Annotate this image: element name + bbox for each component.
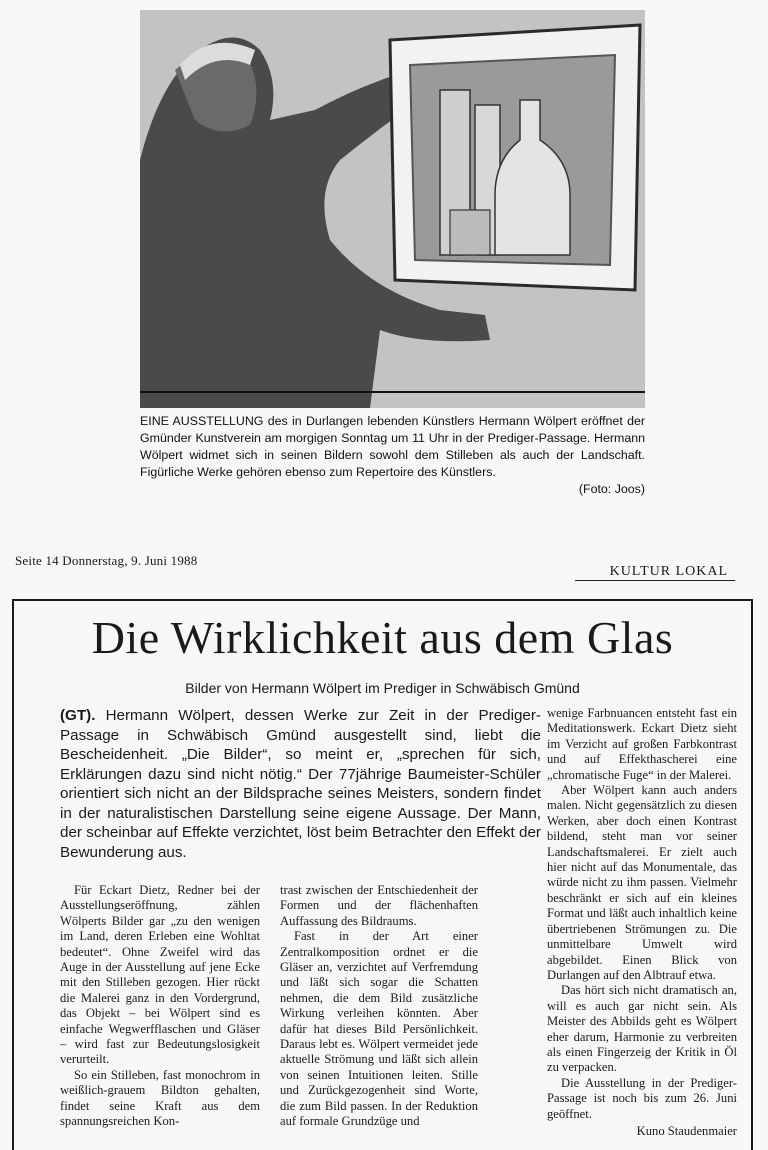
photo-caption bbox=[140, 413, 645, 498]
author-tag: (GT). bbox=[60, 707, 96, 724]
byline: Kuno Staudenmaier bbox=[636, 1123, 737, 1138]
section-title: KULTUR LOKAL bbox=[609, 564, 728, 579]
section-rule bbox=[575, 580, 735, 581]
paragraph: So ein Stilleben, fast monochrom in weißlich-grauem Bildton gehalten, findet seine Kraft aus dem spannungsreichen Kon- bbox=[60, 1067, 260, 1129]
article-column-3 bbox=[547, 706, 737, 1139]
subheadline: Bilder von Hermann Wölpert im Prediger in Schwäbisch Gmünd bbox=[185, 680, 580, 696]
photo-artist-with-painting bbox=[140, 10, 645, 408]
paragraph: Die Ausstellung in der Prediger-Passage ist noch bis zum 26. Juni geöffnet. bbox=[547, 1075, 737, 1121]
photo-credit: (Foto: Joos) bbox=[578, 482, 645, 496]
paragraph: trast zwischen der Entschiedenheit der Formen und der flächenhaften Auffassung des Bildraums. bbox=[280, 883, 478, 928]
article-column-1 bbox=[60, 883, 260, 1130]
article-column-2 bbox=[280, 883, 478, 1130]
paragraph: Fast in der Art einer Zentralkomposition ordnet er die Gläser an, verzichtet auf Verfremdung und läßt sich sogar die Schatten nehmen, die dem Bild zusätzliche Wirkung verleihen könnten. Aber dafür hat dieses Bild Persönlichkeit. Daraus lebt es. Wölpert vermeidet jede aktuelle Strömung und läßt sich allein von seinen Intuitionen leiten. Stille und Zurückgezogenheit sind Worte, die zum Bild passen. In der Reduktion auf formale Grundzüge und bbox=[280, 929, 478, 1129]
lead-text: Hermann Wölpert, dessen Werke zur Zeit in der Prediger-Passage in Schwäbisch Gmünd ausgestellt sind, liebt die Bescheidenheit. „Die Bilder“, so meint er, „sprechen für sich, Erklärungen dazu sind nicht nötig.“ Der 77jährige Baumeister-Schüler orientiert sich nicht an der Bildsprache seines Meisters, sondern findet in der naturalistischen Darstellung seine eigene Aussage. Der Mann, der scheinbar auf Effekte verzichtet, löst beim Betrachter den Effekt der Bewunderung aus. bbox=[60, 707, 541, 861]
caption-text: des in Durlangen lebenden Künstlers Hermann Wölpert eröffnet der Gmünder Kunstverein am morgigen Sonntag um 11 Uhr in der Prediger-Passage. Hermann Wölpert widmet sich in seinen Bildern sowohl dem Stilleben als auch der Landschaft. Figürliche Werke gehören ebenso zum Repertoire des Künstlers. bbox=[140, 414, 645, 479]
caption-lead: EINE AUSSTELLUNG bbox=[140, 414, 264, 428]
headline: Die Wirklichkeit aus dem Glas bbox=[91, 612, 674, 663]
page-info: Seite 14 Donnerstag, 9. Juni 1988 bbox=[15, 553, 198, 568]
paragraph: wenige Farbnuancen entsteht fast ein Meditationswerk. Eckart Dietz sieht im Verzicht auf großen Farbkontrast und auf Effekthascherei eine „chromatische Fuge“ in der Malerei. bbox=[547, 706, 737, 782]
article-lead bbox=[60, 706, 541, 862]
paragraph: Das hört sich nicht dramatisch an, will es auch gar nicht sein. Als Meister des Abbilds geht es Wölpert eher darum, Harmonie zu verbreiten als einen Fingerzeig der Kritik in Öl zu verpacken. bbox=[547, 983, 737, 1075]
paragraph: Aber Wölpert kann auch anders malen. Nicht gegensätzlich zu diesen Werken, aber doch einen Kontrast bildend, steht man vor seiner Landschaftsmalerei. Er zielt auch hier nicht auf das Monumentale, das würde nicht zu ihm passen. Vielmehr beschränkt er sich auf ein kleines Format und läßt auch inhaltlich keine übertriebenen Strömungen zu. Die unmittelbare Umwelt wird abgebildet. Einen Blick von Durlangen auf den Albtrauf etwa. bbox=[547, 783, 737, 982]
article-photo bbox=[140, 10, 645, 408]
paragraph: Für Eckart Dietz, Redner bei der Ausstellungseröffnung, zählen Wölperts Bilder gar „zu den wenigen im Land, deren Erleben eine Wohltat bedeutet“. Ohne Zweifel wird das Auge in der Ausstellung auf jene Ecke mit den Stilleben gezogen. Hier rückt die Malerei ganz in den Vordergrund, das Objekt – bei Wölpert sind es einfache Wegwerfflaschen und Gläser – wird fast zur Bedeutungslosigkeit verurteilt. bbox=[60, 883, 260, 1067]
